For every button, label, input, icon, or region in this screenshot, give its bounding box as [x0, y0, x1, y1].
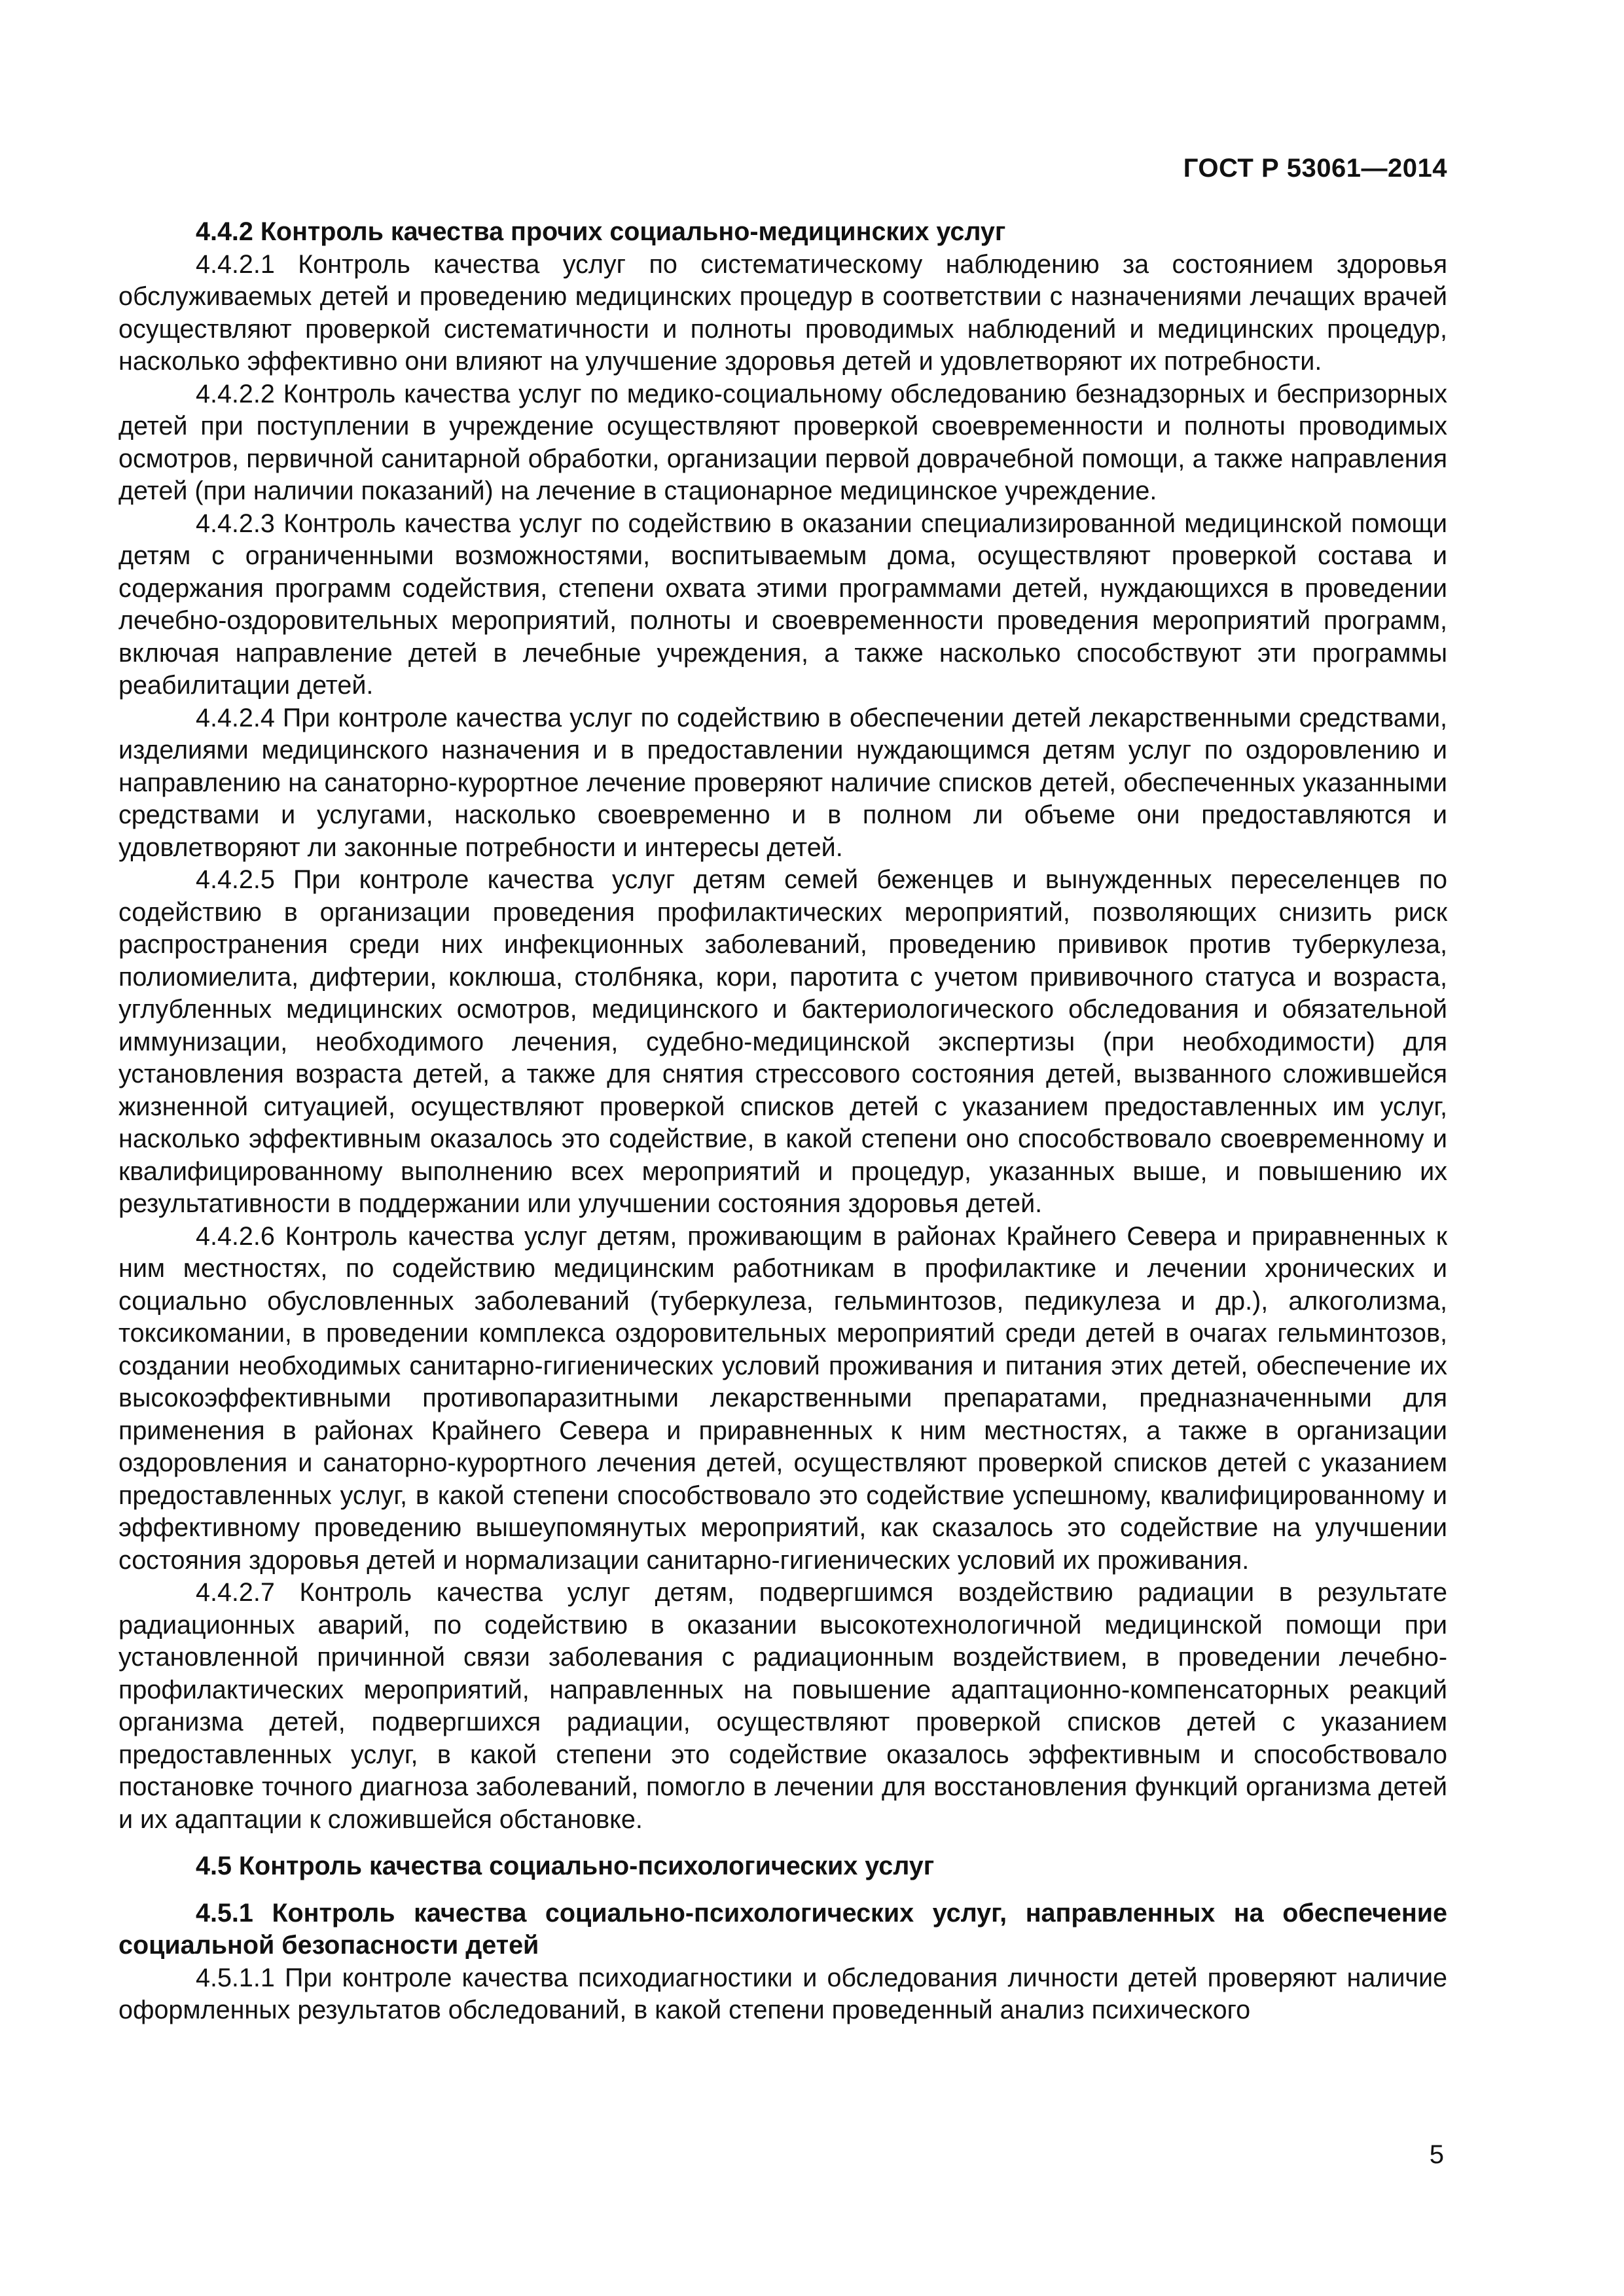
paragraph-4-4-2-5: 4.4.2.5 При контроле качества услуг детям семей беженцев и вынужденных переселенцев по содействию в организации проведения профилактических мероприятий, позволяющих снизить риск распространения среди них инфекционных заболеваний, проведению прививок против туберкулеза, полиомиелита, дифтерии, коклюша, столбняка, кори, паротита с учетом прививочного статуса и возраста, углубленных медицинских осмотров, медицинского и бактериологического обследования и обязательной иммунизации, необходимого лечения, судебно-медицинской экспертизы (при необходимости) для установления возраста детей, а также для снятия стрессового состояния детей, вызванного сложившейся жизненной ситуацией, осуществляют проверкой списков детей с указанием предоставленных им услуг, насколько эффективным оказалось это содействие, в какой степени оно способствовало своевременному и квалифицированному выполнению всех мероприятий и процедур, указанных выше, и повышению их результативности в поддержании или улучшении состояния здоровья детей.: [118, 865, 1447, 1218]
paragraph-4-4-2-3: 4.4.2.3 Контроль качества услуг по содействию в оказании специализированной медицинской помощи детям с ограниченными возможностями, воспитываемым дома, осуществляют проверкой состава и содержания программ содействия, степени охвата этими программами детей, нуждающихся в проведении лечебно-оздоровительных мероприятий, полноты и своевременности проведения мероприятий программ, включая направление детей в лечебные учреждения, а также насколько способствуют эти программы реабилитации детей.: [118, 509, 1447, 700]
paragraph-4-4-2-1: 4.4.2.1 Контроль качества услуг по систематическому наблюдению за состоянием здоровья обслуживаемых детей и проведению медицинских процедур в соответствии с назначениями лечащих врачей осуществляют проверкой систематичности и полноты проводимых наблюдений и медицинских процедур, насколько эффективно они влияют на улучшение здоровья детей и удовлетворяют их потребности.: [118, 249, 1447, 376]
section-heading-4-5: 4.5 Контроль качества социально-психологических услуг: [196, 1852, 935, 1880]
paragraph-4-4-2-7: 4.4.2.7 Контроль качества услуг детям, подвергшимся воздействию радиации в результате радиационных аварий, по содействию в оказании высокотехнологичной медицинской помощи при установленной причинной связи заболевания с радиационным воздействием, в проведении лечебно-профилактических мероприятий, направленных на повышение адаптационно-компенсаторных реакций организма детей, подвергшихся радиации, осуществляют проверкой списков детей с указанием предоставленных услуг, в какой степени это содействие оказалось эффективным и способствовало постановке точного диагноза заболеваний, помогло в лечении для восстановления функций организма детей и их адаптации к сложившейся обстановке.: [118, 1578, 1447, 1834]
section-heading-4-4-2: 4.4.2 Контроль качества прочих социально-медицинских услуг: [196, 217, 1006, 246]
paragraph-4-4-2-4: 4.4.2.4 При контроле качества услуг по содействию в обеспечении детей лекарственными средствами, изделиями медицинского назначения и в предоставлении нуждающимся детям услуг по оздоровлению и направлению на санаторно-курортное лечение проверяют наличие списков детей, обеспеченных указанными средствами и услугами, насколько своевременно и в полном ли объеме они предоставляются и удовлетворяют ли законные потребности и интересы детей.: [118, 703, 1447, 862]
paragraph-4-4-2-6: 4.4.2.6 Контроль качества услуг детям, проживающим в районах Крайнего Севера и приравненных к ним местностях, по содействию медицинским работникам в профилактике и лечении хронических и социально обусловленных заболеваний (туберкулеза, гельминтозов, педикулеза и др.), алкоголизма, токсикомании, в проведении комплекса оздоровительных мероприятий среди детей в очагах гельминтозов, создании необходимых санитарно-гигиенических условий проживания и питания этих детей, обеспечение их высокоэффективными противопаразитными лекарственными препаратами, предназначенными для применения в районах Крайнего Севера и приравненных к ним местностях, а также в организации оздоровления и санаторно-курортного лечения детей, осуществляют проверкой списков детей с указанием предоставленных услуг, в какой степени способствовало это содействие успешному, квалифицированному и эффективному проведению вышеупомянутых мероприятий, как сказалось это содействие на улучшении состояния здоровья детей и нормализации санитарно-гигиенических условий их проживания.: [118, 1221, 1447, 1575]
section-heading-4-5-1: 4.5.1 Контроль качества социально-психологических услуг, направленных на обеспечение социальной безопасности детей: [118, 1898, 1447, 1960]
paragraph-4-4-2-2: 4.4.2.2 Контроль качества услуг по медико-социальному обследованию безнадзорных и беспризорных детей при поступлении в учреждение осуществляют проверкой своевременности и полноты проводимых осмотров, первичной санитарной обработки, организации первой доврачебной помощи, а также направления детей (при наличии показаний) на лечение в стационарное медицинское учреждение.: [118, 379, 1447, 505]
document-body: [118, 216, 1447, 2027]
document-code-header: ГОСТ Р 53061—2014: [1183, 154, 1447, 183]
page-number: 5: [1429, 2140, 1444, 2169]
paragraph-4-5-1-1: 4.5.1.1 При контроле качества психодиагностики и обследования личности детей проверяют наличие оформленных результатов обследований, в какой степени проведенный анализ психического: [118, 1963, 1447, 2024]
